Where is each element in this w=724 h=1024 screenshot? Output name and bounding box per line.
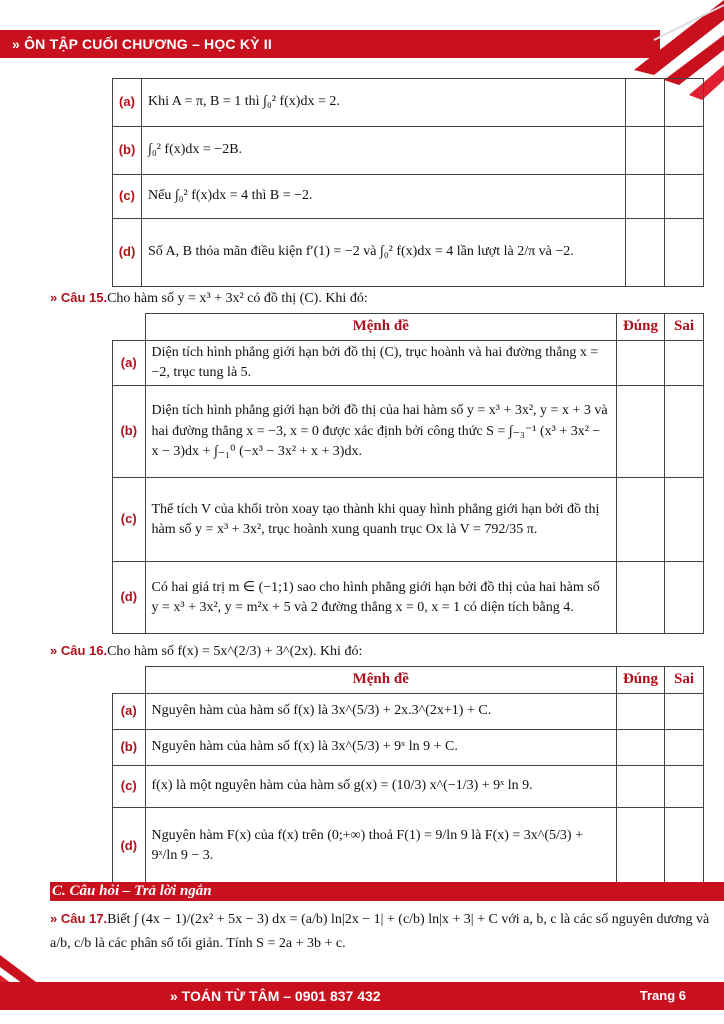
header-title: » ÔN TẬP CUỐI CHƯƠNG – HỌC KỲ II [12,36,272,52]
true-cell[interactable] [626,175,665,219]
false-cell[interactable] [665,127,704,175]
statement: Số A, B thỏa mãn điều kiện f′(1) = −2 và ∫₀² f(x)dx = 4 lần lượt là 2/π và −2. [142,219,626,287]
true-cell[interactable] [616,386,664,478]
statement: ∫₀² f(x)dx = −2B. [142,127,626,175]
true-cell[interactable] [626,127,665,175]
table-q16 [112,666,704,886]
statement: Khi A = π, B = 1 thì ∫₀² f(x)dx = 2. [142,79,626,127]
table-continued [112,78,704,287]
table-row: (b) ∫₀² f(x)dx = −2B. [113,127,704,175]
statement: Nếu ∫₀² f(x)dx = 4 thì B = −2. [142,175,626,219]
false-cell[interactable] [665,386,704,478]
question-16: » Câu 16.Cho hàm số f(x) = 5x^(2/3) + 3^(2x). Khi đó: [50,643,363,659]
table-row: (b) Nguyên hàm của hàm số f(x) là 3x^(5/3) + 9ˣ ln 9 + C. [113,729,704,765]
true-cell[interactable] [616,729,664,765]
true-cell[interactable] [616,807,664,885]
footer-bar [0,982,724,1010]
true-cell[interactable] [616,478,664,562]
question-17: » Câu 17.Biết ∫ (4x − 1)/(2x² + 5x − 3) dx = (a/b) ln|2x − 1| + (c/b) ln|x + 3| + C với a, b, c là các số nguyên dương và a/b, c/b là các phân số tối giản. Tính S = 2a + 3b + c. [50,911,710,951]
false-cell[interactable] [665,175,704,219]
true-cell[interactable] [616,693,664,729]
table-header: Mệnh đề Đúng Sai [113,667,704,694]
table-row: (a) Nguyên hàm của hàm số f(x) là 3x^(5/3) + 2x.3^(2x+1) + C. [113,693,704,729]
table-row: (d) Nguyên hàm F(x) của f(x) trên (0;+∞) thoả F(1) = 9/ln 9 là F(x) = 3x^(5/3) + 9ˣ/ln 9 − 3. [113,807,704,885]
table-row: (d) Có hai giá trị m ∈ (−1;1) sao cho hình phẳng giới hạn bởi đồ thị của hai hàm số y = x³ + 3x², y = m²x + 5 và 2 đường thẳng x = 0, x = 1 có diện tích bằng 4. [113,562,704,634]
true-cell[interactable] [626,219,665,287]
table-header: Mệnh đề Đúng Sai [113,314,704,341]
table-row: (d) Số A, B thỏa mãn điều kiện f′(1) = −2 và ∫₀² f(x)dx = 4 lần lượt là 2/π và −2. [113,219,704,287]
table-row: (b) Diện tích hình phẳng giới hạn bởi đồ thị của hai hàm số y = x³ + 3x², y = x + 3 và hai đường thẳng x = −3, x = 0 được xác định bởi công thức S = ∫₋₃⁻¹ (x³ + 3x² − x − 3)dx + ∫₋₁⁰ (−x³ − 3x² + x + 3)dx. [113,386,704,478]
table-row: (a) Khi A = π, B = 1 thì ∫₀² f(x)dx = 2. [113,79,704,127]
false-cell[interactable] [665,478,704,562]
false-cell[interactable] [665,340,704,386]
page-number: Trang 6 [639,988,686,1003]
false-cell[interactable] [665,693,704,729]
table-row: (c) Thể tích V của khối tròn xoay tạo thành khi quay hình phẳng giới hạn bởi đồ thị hàm số y = x³ + 3x², trục hoành xung quanh trục Ox là V = 792/35 π. [113,478,704,562]
true-cell[interactable] [616,765,664,807]
header-bar [0,30,660,58]
false-cell[interactable] [665,807,704,885]
question-15: » Câu 15.Cho hàm số y = x³ + 3x² có đồ thị (C). Khi đó: [50,290,368,306]
footer-brand: » TOÁN TỪ TÂM – 0901 837 432 [170,988,381,1004]
false-cell[interactable] [665,765,704,807]
true-cell[interactable] [626,79,665,127]
table-q15 [112,313,704,634]
table-row: (c) f(x) là một nguyên hàm của hàm số g(x) = (10/3) x^(−1/3) + 9ˣ ln 9. [113,765,704,807]
false-cell[interactable] [665,219,704,287]
section-title: C. Câu hỏi – Trả lời ngắn [50,882,724,901]
false-cell[interactable] [665,79,704,127]
false-cell[interactable] [665,562,704,634]
table-row: (a) Diện tích hình phẳng giới hạn bởi đồ thị (C), trục hoành và hai đường thẳng x = −2, trục tung là 5. [113,340,704,386]
true-cell[interactable] [616,340,664,386]
table-row: (c) Nếu ∫₀² f(x)dx = 4 thì B = −2. [113,175,704,219]
false-cell[interactable] [665,729,704,765]
true-cell[interactable] [616,562,664,634]
